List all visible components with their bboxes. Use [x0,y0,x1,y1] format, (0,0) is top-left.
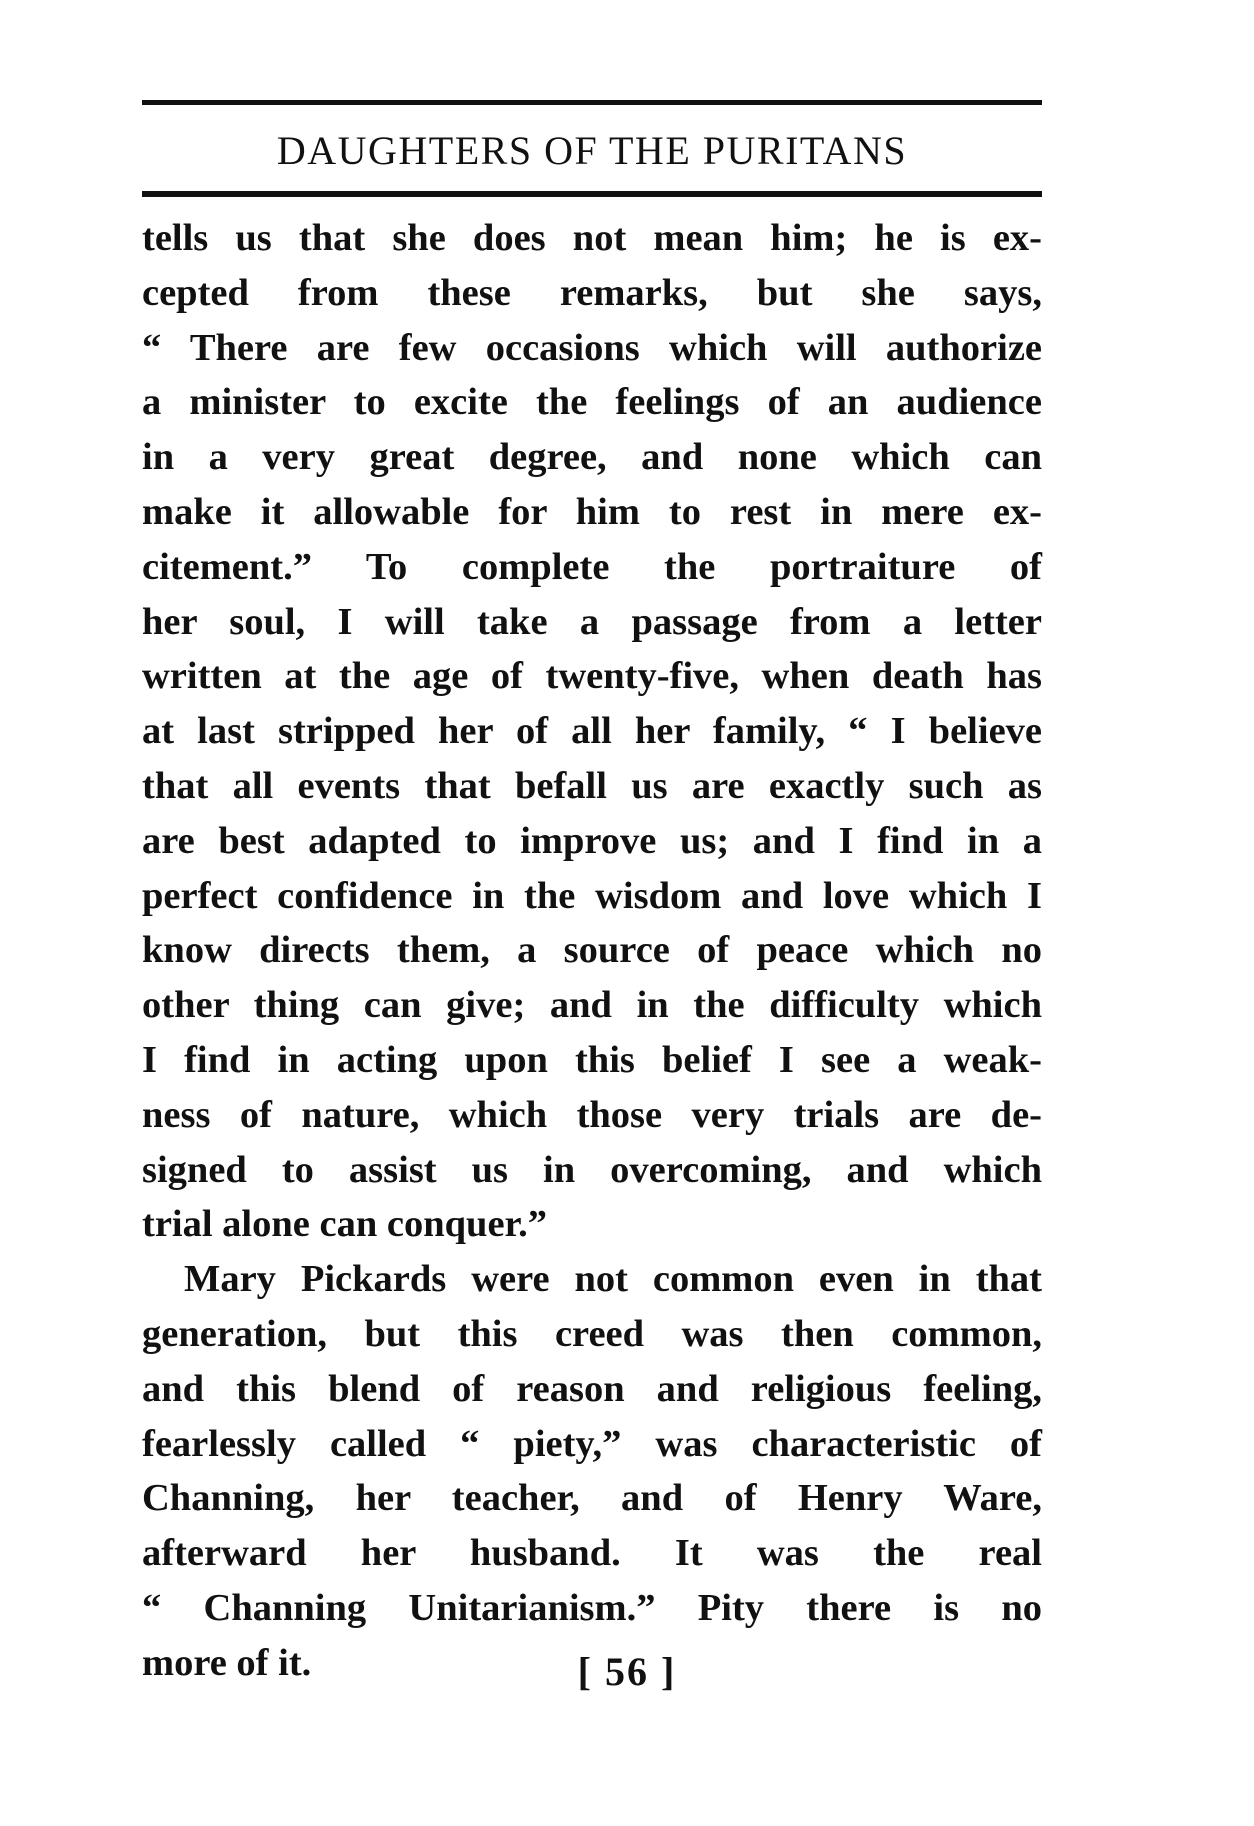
running-title: DAUGHTERS OF THE PURITANS [276,128,908,173]
text-line: other thing can give; and in the difficulty which [142,984,1042,1027]
paragraph-2 [142,1252,1042,1690]
paragraph-1 [142,211,1042,1252]
text-line: ness of nature, which those very trials are de- [142,1093,1042,1136]
text-line: written at the age of twenty-five, when death has [142,655,1042,698]
text-line: “ There are few occasions which will authorize [142,326,1042,369]
text-line: Mary Pickards were not common even in that [184,1258,1042,1301]
text-line: fearlessly called “ piety,” was characteristic of [142,1422,1042,1465]
text-line: tells us that she does not mean him; he is ex- [142,217,1042,259]
text-line: citement.” To complete the portraiture of [142,545,1042,588]
text-line: that all events that befall us are exactly such as [142,764,1042,807]
book-page [142,100,1042,1691]
text-line: in a very great degree, and none which can [142,436,1042,479]
header-bottom-rule [142,191,1042,197]
text-line: afterward her husband. It was the real [142,1532,1042,1575]
text-line: “ Channing Unitarianism.” Pity there is no [142,1586,1042,1629]
text-line: make it allowable for him to rest in mere ex- [142,490,1042,533]
text-line: generation, but this creed was then common, [142,1312,1042,1355]
text-line: signed to assist us in overcoming, and which [142,1148,1042,1191]
text-line: perfect confidence in the wisdom and love which I [142,874,1042,917]
text-line: I find in acting upon this belief I see a weak- [142,1038,1042,1081]
text-line: are best adapted to improve us; and I find in a [142,819,1042,862]
text-line: and this blend of reason and religious feeling, [142,1367,1042,1410]
text-line: a minister to excite the feelings of an audience [142,381,1042,424]
body-text [142,211,1042,1691]
text-line: know directs them, a source of peace which no [142,929,1042,972]
text-line: at last stripped her of all her family, “ I believe [142,710,1042,753]
text-line: her soul, I will take a passage from a letter [142,600,1042,643]
text-line: more of it. [142,1641,312,1684]
text-line: Channing, her teacher, and of Henry Ware, [142,1477,1042,1520]
text-line: cepted from these remarks, but she says, [142,271,1042,314]
page-number: [ 56 ] [577,1649,677,1694]
text-line: trial alone can conquer.” [142,1203,547,1246]
